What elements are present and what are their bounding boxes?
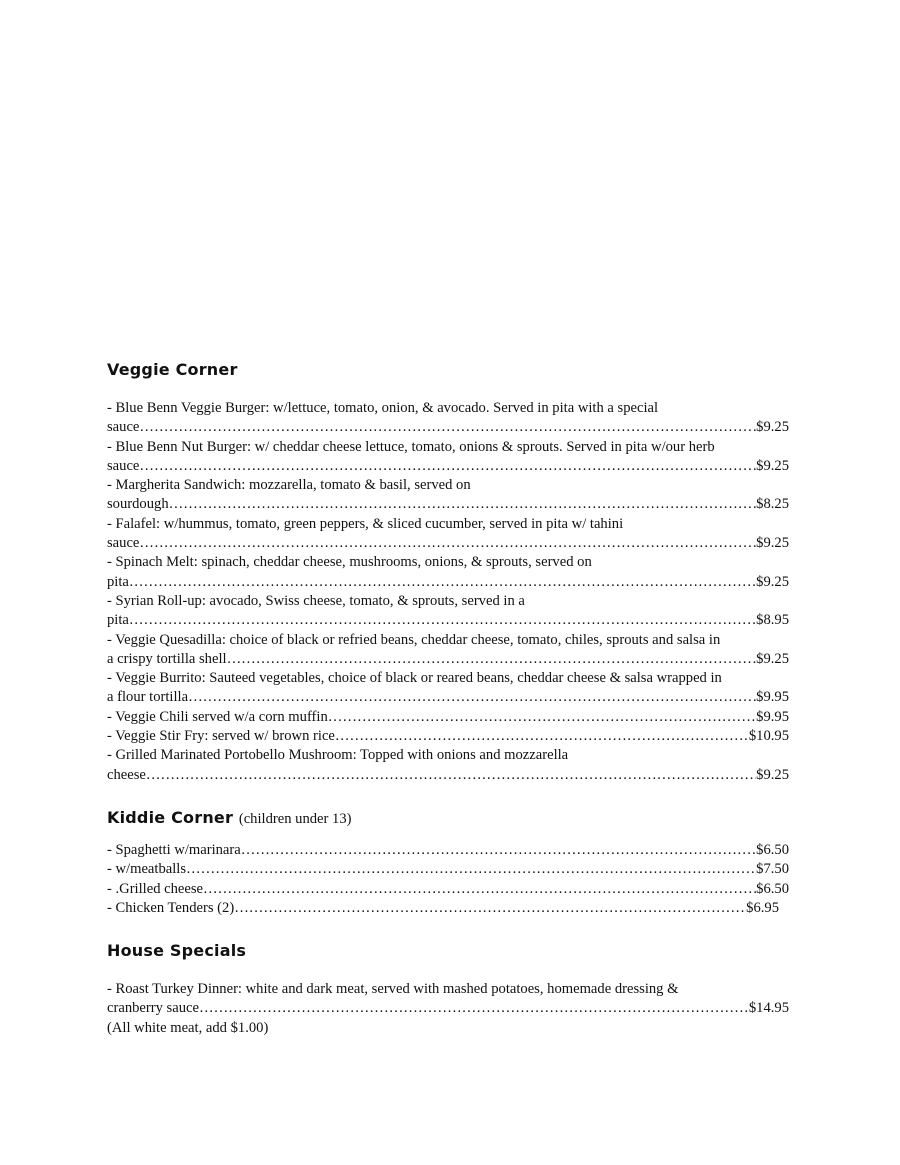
dot-leader [203, 880, 756, 899]
dot-leader [146, 766, 756, 785]
menu-item-lead: - .Grilled cheese [107, 880, 204, 897]
veggie-corner-heading [107, 356, 789, 384]
menu-item [107, 841, 789, 860]
menu-item-lead: sauce [107, 457, 140, 474]
dot-leader [227, 650, 757, 669]
menu-item-description: - Syrian Roll-up: avocado, Swiss cheese, tomato, & sprouts, served in a [107, 592, 525, 609]
veggie-corner-title: Veggie Corner [107, 360, 238, 379]
house-specials-title: House Specials [107, 941, 247, 961]
menu-item-price: $8.95 [756, 612, 789, 629]
menu-item [107, 880, 789, 899]
menu-item-lead: - Spaghetti w/marinara [107, 841, 241, 858]
menu-item-description: - Veggie Quesadilla: choice of black or refried beans, cheddar cheese, tomato, chiles, sprouts and salsa in [107, 631, 721, 648]
menu-item-lead: pita [107, 612, 129, 629]
menu-item [107, 746, 789, 785]
menu-item-description: - Blue Benn Nut Burger: w/ cheddar cheese lettuce, tomato, onions & sprouts. Served in pita w/our herb [107, 438, 715, 455]
menu-item [107, 669, 789, 708]
menu-item-price: $9.25 [756, 457, 789, 474]
menu-item-price: $8.25 [756, 496, 789, 513]
menu-item-description: - Veggie Burrito: Sauteed vegetables, choice of black or reared beans, cheddar cheese & salsa wrapped in [107, 670, 722, 687]
dot-leader [186, 860, 756, 879]
menu-item-description: - Margherita Sandwich: mozzarella, tomato & basil, served on [107, 477, 471, 494]
menu-item [107, 727, 789, 746]
kiddie-corner-title: Kiddie Corner [107, 807, 234, 827]
menu-item-lead: - Veggie Stir Fry: served w/ brown rice [107, 728, 335, 745]
menu-item [107, 553, 789, 592]
menu-item-price: $9.25 [756, 535, 789, 552]
menu-item-lead: - Veggie Chili served w/a corn muffin [107, 708, 328, 725]
menu-item-lead: - Chicken Tenders (2) [107, 899, 235, 916]
dot-leader [234, 899, 746, 918]
dot-leader [139, 418, 756, 437]
dot-leader [328, 708, 756, 727]
menu-item-description: - Blue Benn Veggie Burger: w/lettuce, tomato, onion, & avocado. Served in pita with a special [107, 400, 659, 416]
menu-item-lead: sauce [107, 535, 140, 552]
menu-item-price: $9.95 [756, 689, 789, 706]
menu-item [107, 515, 789, 554]
dot-leader [199, 999, 749, 1018]
menu-item-lead: cranberry sauce [107, 1000, 199, 1017]
menu-item-price: $6.50 [756, 841, 789, 858]
menu-item-lead: sourdough [107, 496, 169, 513]
dot-leader [241, 841, 756, 860]
menu-item [107, 708, 789, 727]
menu-item-description: - Roast Turkey Dinner: white and dark meat, served with mashed potatoes, homemade dressing & [107, 981, 679, 998]
veggie-corner-list [107, 399, 789, 785]
menu-item-price: $7.50 [756, 861, 789, 878]
dot-leader [129, 611, 756, 630]
menu-item-price: $14.95 [748, 1000, 789, 1017]
menu-page [107, 356, 789, 1038]
house-specials-heading [107, 937, 789, 965]
house-specials-list [107, 980, 789, 1038]
menu-item [107, 592, 789, 631]
menu-item-lead: - w/meatballs [107, 861, 187, 878]
menu-item-lead: cheese [107, 766, 146, 783]
dot-leader [129, 573, 756, 592]
menu-item [107, 476, 789, 515]
menu-item-description: - Falafel: w/hummus, tomato, green peppers, & sliced cucumber, served in pita w/ tahini [107, 515, 624, 532]
menu-item-price: $9.25 [756, 650, 789, 667]
menu-item-price: $6.50 [756, 880, 789, 897]
menu-item [107, 860, 789, 879]
menu-item-price: $10.95 [748, 728, 789, 745]
menu-item-price: $6.95 [746, 899, 779, 916]
kiddie-corner-list [107, 841, 789, 918]
kiddie-corner-heading [107, 804, 789, 832]
menu-item [107, 399, 789, 438]
dot-leader [188, 688, 756, 707]
menu-item-price: $9.25 [756, 766, 789, 783]
dot-leader [139, 534, 756, 553]
dot-leader [335, 727, 749, 746]
kiddie-corner-age-note: (children under 13) [238, 810, 352, 827]
menu-item [107, 438, 789, 477]
menu-item [107, 980, 789, 1019]
dot-leader [139, 457, 756, 476]
menu-item-price: $9.95 [756, 708, 789, 725]
menu-item-lead: pita [107, 573, 129, 590]
menu-item-lead: sauce [107, 419, 140, 436]
menu-item-lead: a flour tortilla [107, 689, 189, 706]
dot-leader [169, 495, 757, 514]
menu-item-price: $9.25 [756, 573, 789, 590]
menu-item [107, 631, 789, 670]
menu-item-price: $9.25 [756, 419, 789, 436]
menu-item-description: - Grilled Marinated Portobello Mushroom: Topped with onions and mozzarella [107, 747, 569, 764]
house-specials-note: (All white meat, add $1.00) [107, 1019, 269, 1036]
menu-item-description: - Spinach Melt: spinach, cheddar cheese, mushrooms, onions, & sprouts, served on [107, 554, 592, 571]
menu-item-lead: a crispy tortilla shell [107, 650, 227, 667]
menu-item [107, 899, 789, 918]
